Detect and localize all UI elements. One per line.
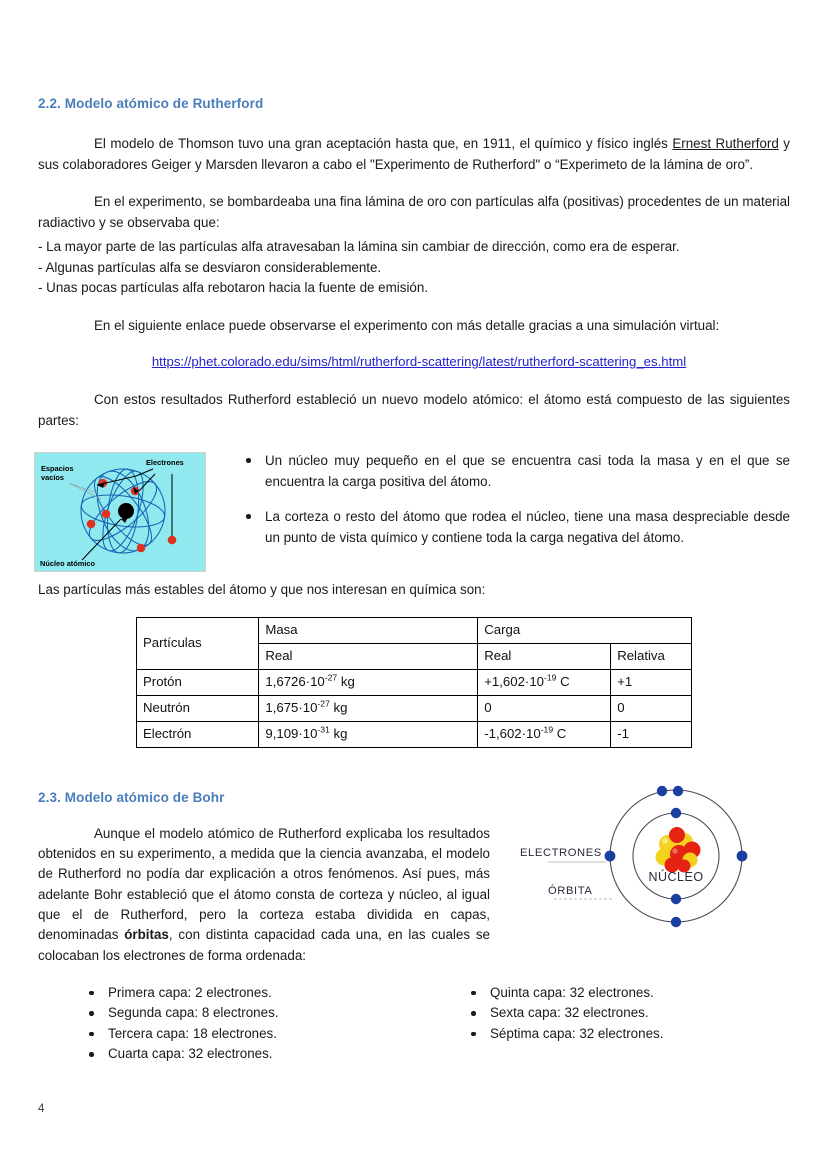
mass-unit: kg: [337, 674, 355, 690]
list-item: Tercera capa: 18 electrones.: [76, 1024, 278, 1045]
observation-item-2: - Algunas partículas alfa se desviaron considerablemente.: [38, 259, 382, 275]
bohr-label-electrones: ELECTRONES: [520, 846, 602, 859]
charge-exponent: -19: [540, 724, 554, 735]
paragraph-text-part-1: El modelo de Thomson tuvo una gran aceptación hasta que, en 1911, el químico y físico inglés: [94, 136, 673, 152]
charge-unit: C: [553, 726, 567, 742]
cell-particle-proton: Protón: [137, 669, 259, 695]
shell-list-left: [76, 983, 278, 1065]
charge-exponent: -19: [544, 672, 557, 683]
page-number: 4: [38, 1103, 45, 1115]
charge-unit: C: [556, 674, 570, 690]
heading-rutherford: 2.2. Modelo atómico de Rutherford: [38, 96, 264, 111]
mass-exponent: -27: [317, 698, 330, 709]
rutherford-atom-svg: [35, 453, 205, 571]
cell-mass-proton: [259, 669, 478, 695]
list-item: Primera capa: 2 electrones.: [76, 983, 278, 1004]
mass-mantissa: 9,109·10: [265, 726, 318, 742]
cell-charge-electron: [478, 721, 611, 747]
table-row: [137, 695, 692, 721]
bullet-nucleus: Un núcleo muy pequeño en el que se encuentra casi toda la masa y en el que se encuentra la carga positiva del átomo.: [234, 450, 790, 492]
mass-exponent: -27: [324, 672, 338, 683]
observation-item-1: - La mayor parte de las partículas alfa atravesaban la lámina sin cambiar de dirección, como era de esperar.: [38, 239, 680, 255]
table-header-masa: Masa: [259, 617, 478, 643]
shell-list-right: [458, 983, 663, 1045]
cell-particle-neutron: Neutrón: [137, 695, 259, 721]
table-header-row-1: [137, 617, 692, 643]
list-item: Quinta capa: 32 electrones.: [458, 983, 663, 1004]
table-header-particulas: Partículas: [137, 617, 259, 669]
bohr-text-part-2: , con distinta capacidad cada una, en las cuales se colocaban los electrones de forma ordenada:: [38, 927, 491, 963]
rutherford-figure-row: [38, 448, 790, 570]
paragraph-stable-particles: Las partículas más estables del átomo y que nos interesan en química son:: [38, 582, 486, 598]
list-item: Sexta capa: 32 electrones.: [458, 1003, 663, 1024]
label-electrones: Electrones: [146, 458, 184, 468]
mass-unit: kg: [329, 726, 348, 742]
bohr-label-orbita: ÓRBITA: [548, 884, 593, 897]
label-nucleo-atomico: Núcleo atómico: [40, 559, 96, 569]
charge-mantissa: +1,602·10: [484, 674, 544, 690]
charge-mantissa: -1,602·10: [484, 726, 541, 742]
rutherford-atom-diagram: [34, 452, 206, 572]
mass-mantissa: 1,675·10: [265, 700, 318, 716]
paragraph-thomson-acceptance: [38, 134, 790, 175]
bohr-nucleus: [656, 827, 701, 873]
table-header-carga: Carga: [478, 617, 692, 643]
cell-mass-electron: [259, 721, 478, 747]
cell-mass-neutron: [259, 695, 478, 721]
cell-charge-proton: [478, 669, 611, 695]
page-content: [38, 96, 790, 1083]
bohr-atom-diagram: [514, 784, 782, 934]
table-subheader-carga-relativa: Relativa: [611, 643, 692, 669]
mass-mantissa: 1,6726·10: [265, 674, 325, 690]
mass-exponent: -31: [317, 724, 330, 735]
cell-relative-proton: +1: [611, 669, 692, 695]
particles-table: [136, 617, 692, 748]
paragraph-simulation-intro: En el siguiente enlace puede observarse el experimento con más detalle gracias a una simulación virtual:: [94, 317, 720, 333]
observation-item-3: - Unas pocas partículas alfa rebotaron hacia la fuente de emisión.: [38, 280, 429, 296]
section-bohr: [38, 790, 790, 1083]
bohr-atom-svg: [514, 784, 782, 934]
bohr-label-nucleo: NÚCLEO: [648, 869, 704, 884]
paragraph-new-model-intro: Con estos resultados Rutherford estableció un nuevo modelo atómico: el átomo está compuesto de las siguientes partes:: [38, 392, 790, 428]
bullet-corteza: La corteza o resto del átomo que rodea el núcleo, tiene una masa despreciable desde un punto de vista químico y contiene toda la carga negativa del átomo.: [234, 506, 790, 548]
table-subheader-masa-real: Real: [259, 643, 478, 669]
simulation-link-container: [38, 353, 790, 371]
shell-capacity-lists: [38, 983, 790, 1083]
list-item: Cuarta capa: 32 electrones.: [76, 1044, 278, 1065]
bohr-text-part-1: Aunque el modelo atómico de Rutherford explicaba los resultados obtenidos en su experimento, a medida que la ciencia avanzaba, el modelo de Rutherford no podía dar explicación a otros fenómenos. Así pues, más adelante Bohr estableció que el átomo consta de corteza y núcleo, al igual que el de Rutherford, pero la corteza estaba dividida en capas, denominadas: [38, 825, 490, 943]
paragraph-bohr-model: [38, 824, 490, 966]
cell-relative-neutron: 0: [611, 695, 692, 721]
heading-bohr: 2.3. Modelo atómico de Bohr: [38, 789, 225, 805]
paragraph-text-part-2: y sus colaboradores Geiger y Marsden llevaron a cabo el "Experimento de Rutherford" o “Experimeto de la lámina de oro”.: [38, 136, 790, 172]
cell-charge-neutron: [478, 695, 611, 721]
bohr-text-column: [38, 824, 490, 966]
list-item: Segunda capa: 8 electrones.: [76, 1003, 278, 1024]
list-item: Séptima capa: 32 electrones.: [458, 1024, 663, 1045]
label-vacios: vacíos: [41, 473, 65, 483]
label-espacios: Espacios: [41, 464, 74, 474]
table-row: [137, 721, 692, 747]
bold-word-orbitas: órbitas: [124, 927, 169, 943]
paragraph-experiment-description: En el experimento, se bombardeaba una fina lámina de oro con partículas alfa (positivas) procedentes de un material radiactivo y se observaba que:: [38, 194, 790, 230]
phet-simulation-link[interactable]: https://phet.colorado.edu/sims/html/rutherford-scattering/latest/rutherford-scattering_es.html: [151, 354, 687, 370]
cell-relative-electron: -1: [611, 721, 692, 747]
table-subheader-carga-real: Real: [478, 643, 611, 669]
mass-unit: kg: [329, 700, 348, 716]
cell-particle-electron: Electrón: [137, 721, 259, 747]
particles-table-container: [136, 617, 790, 748]
charge-mantissa: 0: [484, 700, 492, 716]
rutherford-model-bullets: [234, 448, 790, 548]
underlined-name-ernest-rutherford: Ernest Rutherford: [672, 136, 779, 152]
observations-list: [38, 237, 790, 299]
table-row: [137, 669, 692, 695]
